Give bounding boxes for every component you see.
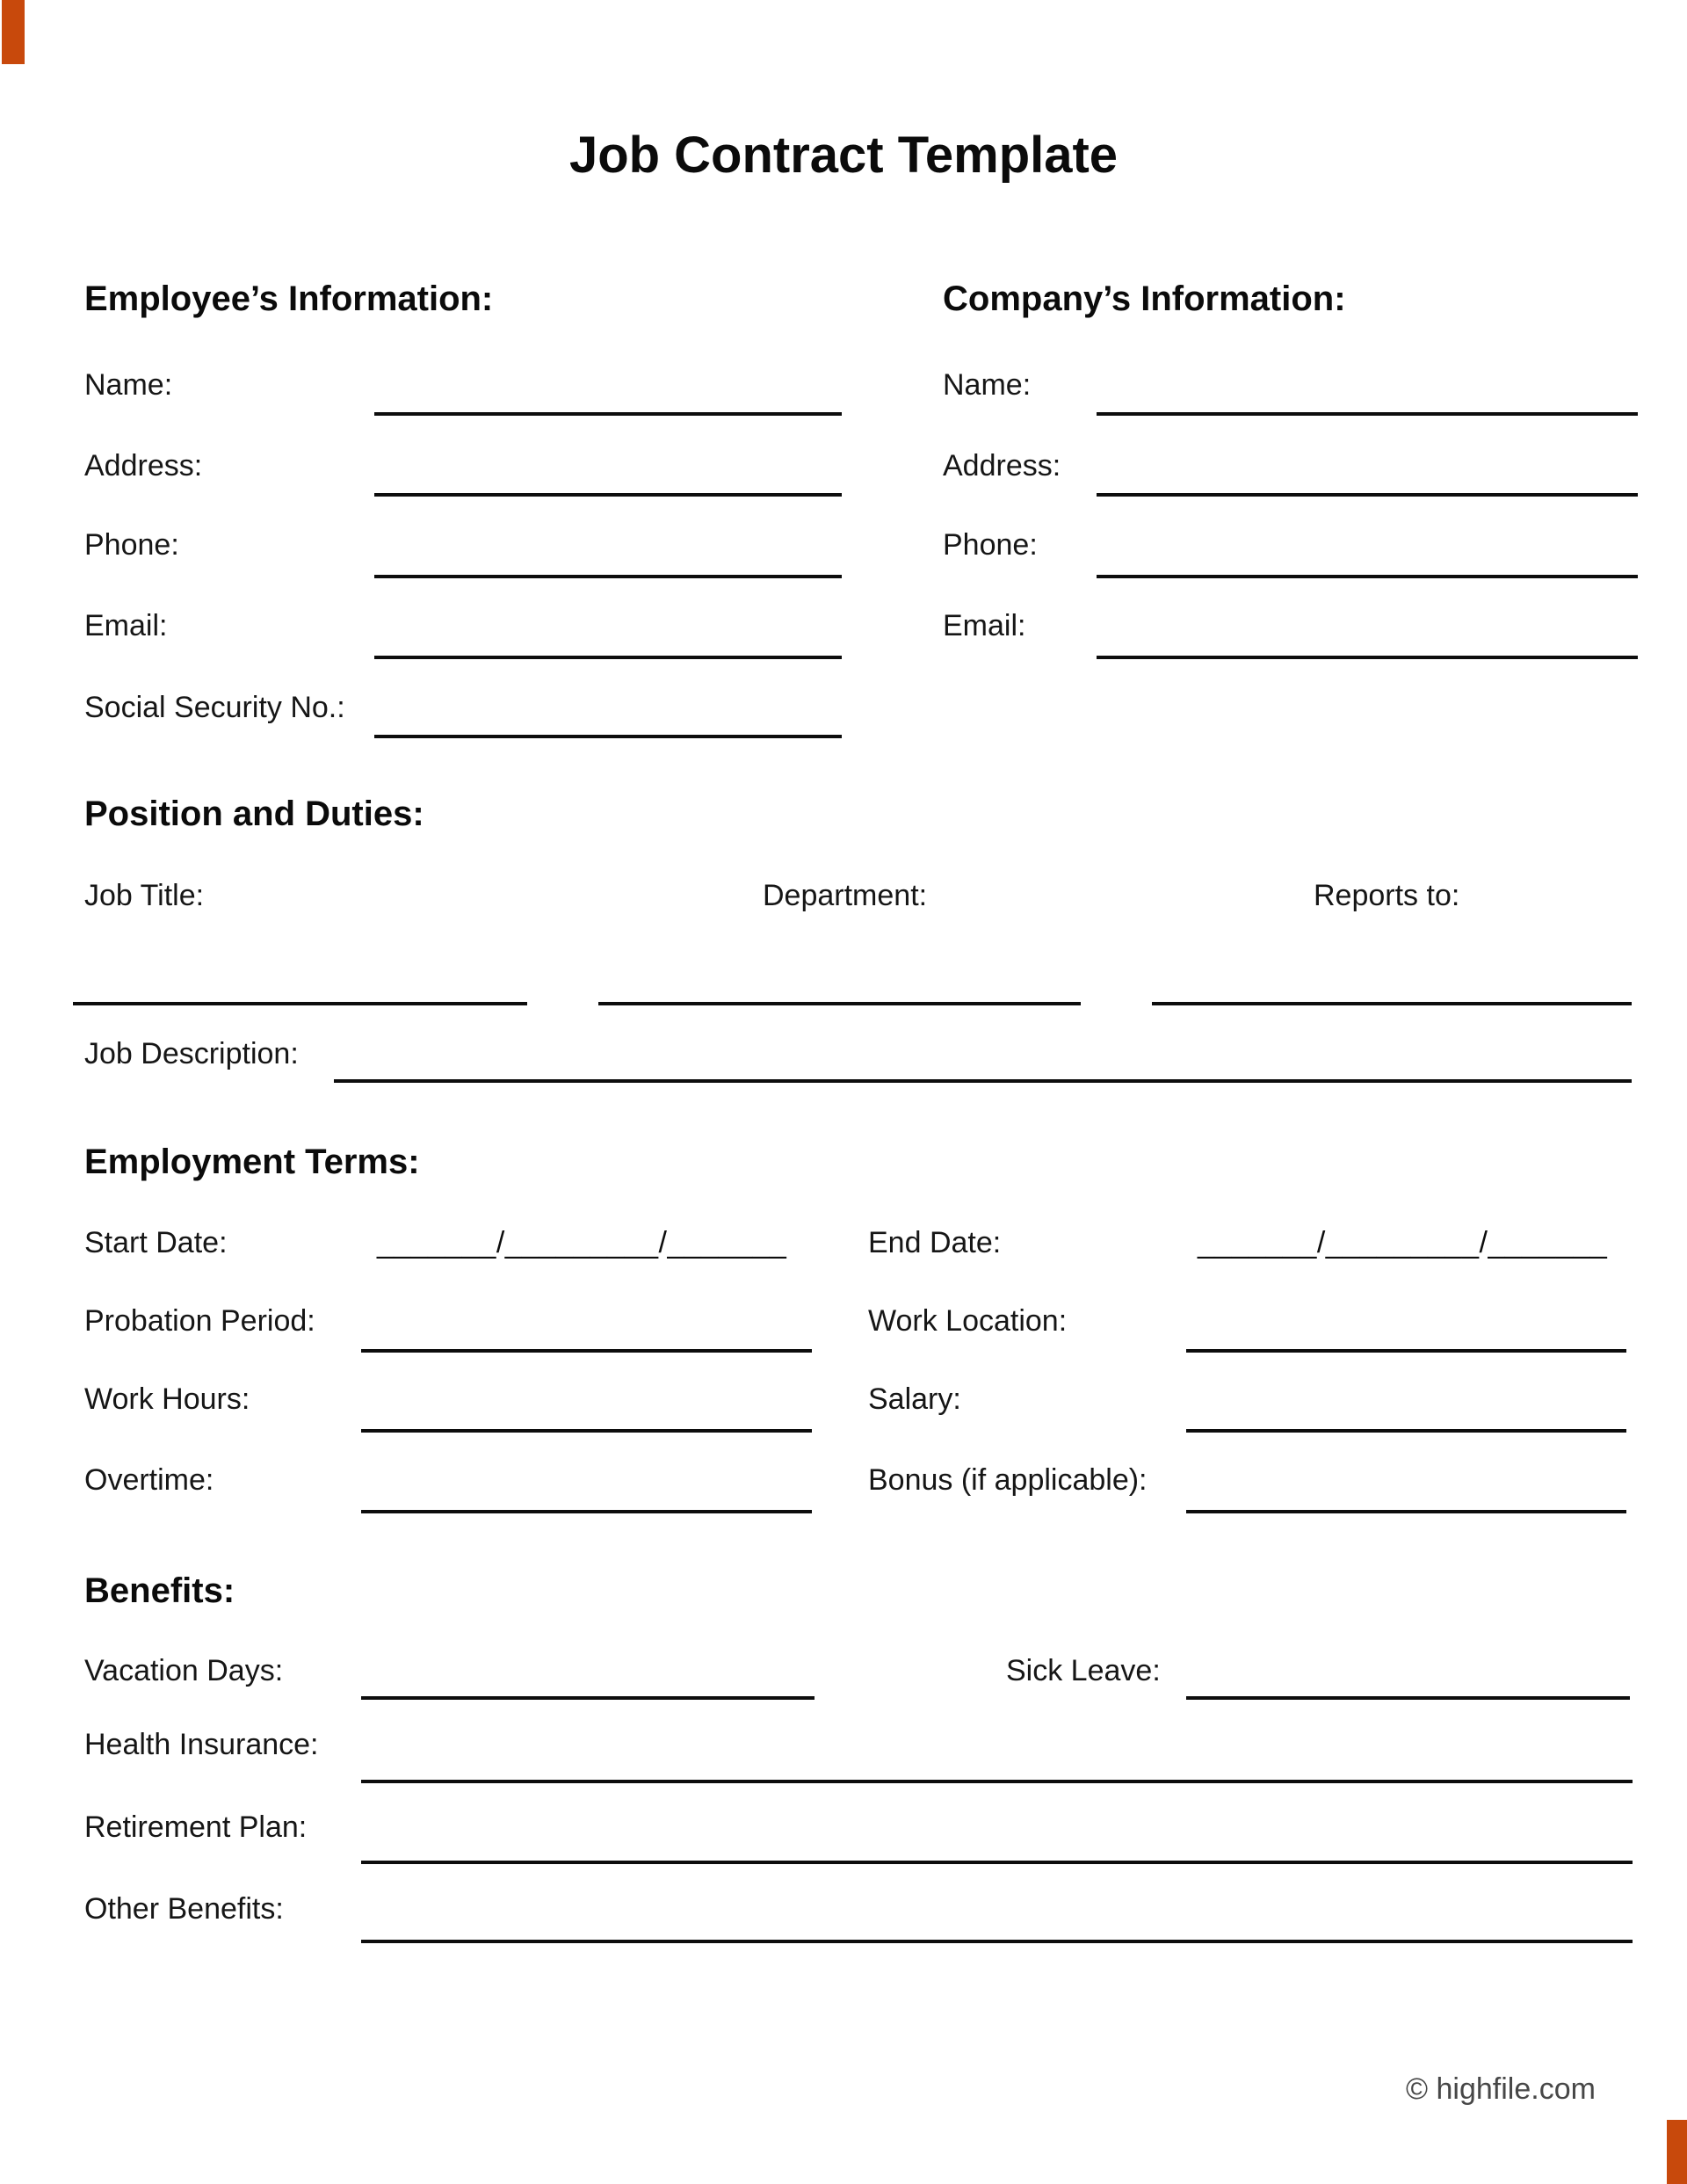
work-hours-label: Work Hours:	[84, 1382, 250, 1416]
employee-name-line	[374, 412, 842, 416]
department-label: Department:	[763, 879, 928, 912]
job-title-label: Job Title:	[84, 879, 205, 912]
company-email-line	[1097, 656, 1638, 659]
company-name-line	[1097, 412, 1638, 416]
work-hours-line	[361, 1429, 812, 1433]
benefits-heading: Benefits:	[84, 1571, 235, 1610]
company-address-line	[1097, 493, 1638, 497]
work-location-label: Work Location:	[868, 1304, 1068, 1338]
retirement-plan-line	[361, 1861, 1633, 1864]
job-description-label: Job Description:	[84, 1037, 299, 1070]
end-date-label: End Date:	[868, 1226, 1002, 1259]
employee-info-heading: Employee’s Information:	[84, 279, 494, 318]
employee-name-label: Name:	[84, 368, 173, 402]
company-phone-label: Phone:	[943, 528, 1038, 562]
overtime-label: Overtime:	[84, 1463, 214, 1497]
bonus-label: Bonus (if applicable):	[868, 1463, 1148, 1497]
employee-email-label: Email:	[84, 609, 168, 642]
other-benefits-line	[361, 1940, 1633, 1943]
position-duties-heading: Position and Duties:	[84, 795, 424, 833]
other-benefits-label: Other Benefits:	[84, 1892, 284, 1926]
company-phone-line	[1097, 575, 1638, 578]
employee-address-label: Address:	[84, 449, 203, 483]
company-name-label: Name:	[943, 368, 1032, 402]
employee-ssn-label: Social Security No.:	[84, 691, 345, 724]
employee-phone-label: Phone:	[84, 528, 179, 562]
top-left-accent-bar	[2, 0, 25, 64]
employee-email-line	[374, 656, 842, 659]
company-address-label: Address:	[943, 449, 1061, 483]
vacation-days-line	[361, 1696, 815, 1700]
salary-line	[1186, 1429, 1626, 1433]
salary-label: Salary:	[868, 1382, 961, 1416]
employment-terms-heading: Employment Terms:	[84, 1143, 420, 1181]
vacation-days-label: Vacation Days:	[84, 1654, 284, 1687]
company-email-label: Email:	[943, 609, 1026, 642]
employee-phone-line	[374, 575, 842, 578]
page-title: Job Contract Template	[568, 127, 1119, 184]
employee-address-line	[374, 493, 842, 497]
department-line	[598, 1002, 1081, 1005]
start-date-label: Start Date:	[84, 1226, 228, 1259]
bonus-line	[1186, 1510, 1626, 1513]
sick-leave-label: Sick Leave:	[1006, 1654, 1161, 1687]
job-title-line	[73, 1002, 527, 1005]
overtime-line	[361, 1510, 812, 1513]
probation-period-line	[361, 1349, 812, 1353]
site-credit: © highfile.com	[1406, 2072, 1596, 2106]
end-date-blank: _______/_________/_______	[1198, 1226, 1608, 1259]
job-description-line	[334, 1079, 1632, 1083]
retirement-plan-label: Retirement Plan:	[84, 1810, 308, 1844]
employee-ssn-line	[374, 735, 842, 738]
health-insurance-label: Health Insurance:	[84, 1728, 319, 1761]
reports-to-label: Reports to:	[1314, 879, 1460, 912]
health-insurance-line	[361, 1780, 1633, 1783]
company-info-heading: Company’s Information:	[943, 279, 1346, 318]
work-location-line	[1186, 1349, 1626, 1353]
sick-leave-line	[1186, 1696, 1630, 1700]
reports-to-line	[1152, 1002, 1632, 1005]
bottom-right-accent-bar	[1667, 2120, 1687, 2184]
start-date-blank: _______/_________/_______	[377, 1226, 787, 1259]
probation-period-label: Probation Period:	[84, 1304, 315, 1338]
